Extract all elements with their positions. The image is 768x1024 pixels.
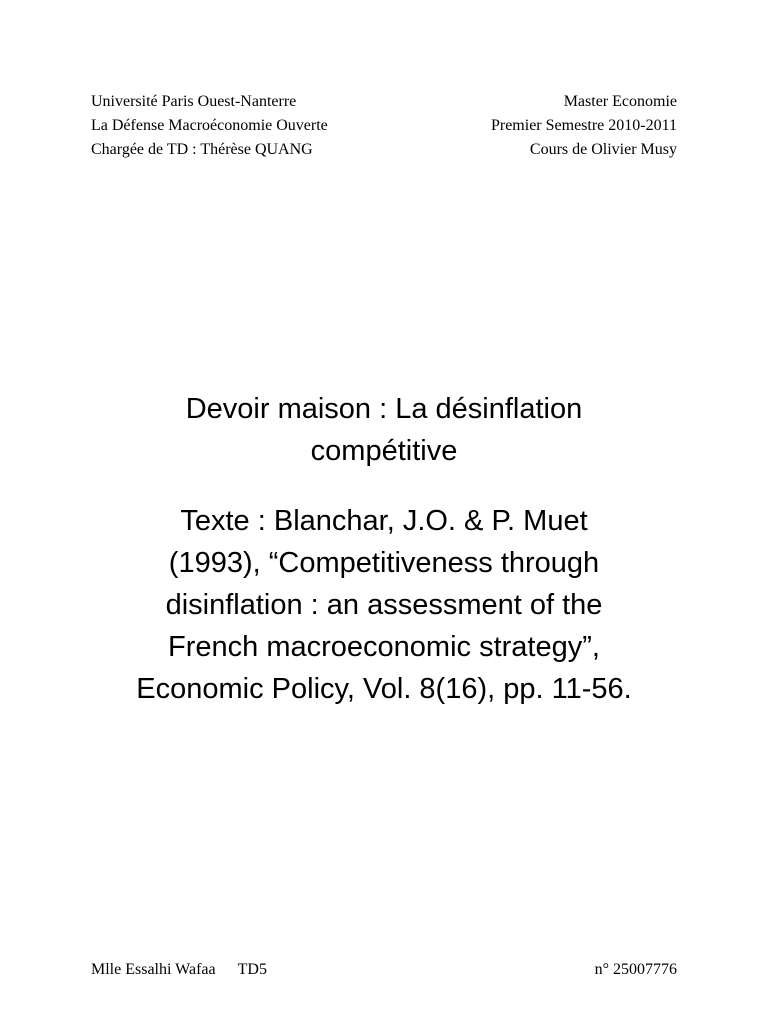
course-name: La Défense Macroéconomie Ouverte bbox=[91, 117, 328, 134]
university-name: Université Paris Ouest-Nanterre bbox=[91, 93, 297, 110]
reference-line-2: (1993), “Competitiveness through bbox=[168, 547, 600, 579]
student-group: TD5 bbox=[237, 961, 267, 978]
reference-line-4: French macroeconomic strategy”, bbox=[168, 631, 600, 663]
title-line-1: Devoir maison : La désinflation bbox=[185, 393, 583, 425]
reference-line-1: Texte : Blanchar, J.O. & P. Muet bbox=[180, 505, 588, 537]
course-professor: Cours de Olivier Musy bbox=[529, 141, 677, 158]
reference-line-3: disinflation : an assessment of the bbox=[165, 589, 603, 621]
program-name: Master Economie bbox=[563, 93, 677, 110]
semester: Premier Semestre 2010-2011 bbox=[490, 117, 677, 134]
td-instructor: Chargée de TD : Thérèse QUANG bbox=[91, 141, 313, 158]
header-left-block bbox=[91, 90, 328, 162]
header-right-block bbox=[491, 90, 677, 162]
title-block bbox=[60, 388, 708, 710]
title-line-2: compétitive bbox=[310, 435, 458, 467]
reference-text bbox=[60, 500, 708, 710]
student-name: Mlle Essalhi Wafaa bbox=[91, 961, 216, 978]
reference-line-5: Economic Policy, Vol. 8(16), pp. 11-56. bbox=[136, 673, 632, 705]
footer-left-block bbox=[91, 958, 267, 982]
student-number: n° 25007776 bbox=[594, 961, 677, 978]
document-title bbox=[60, 388, 708, 472]
